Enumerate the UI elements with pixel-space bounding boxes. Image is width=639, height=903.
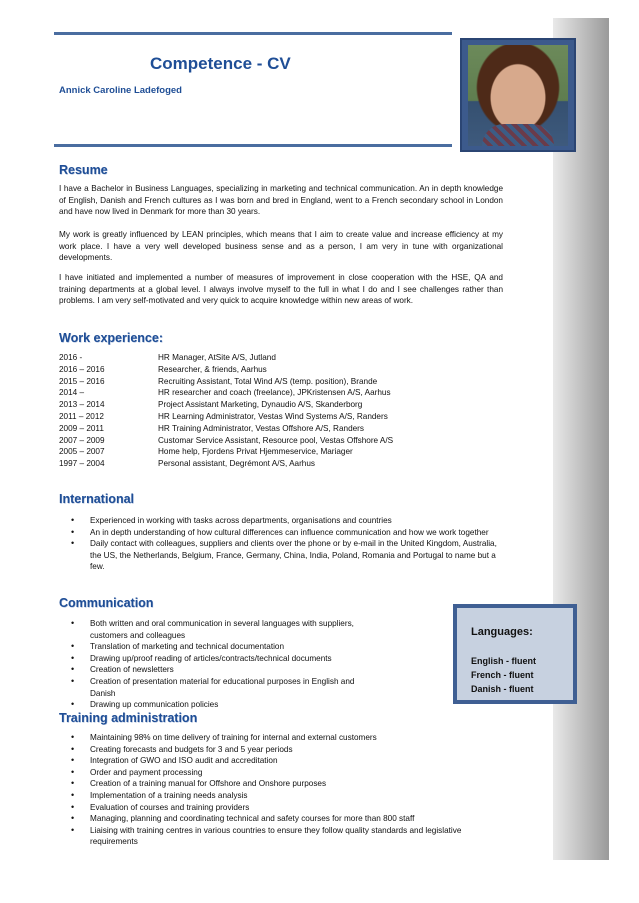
- language-item: French - fluent: [471, 670, 534, 680]
- top-divider: [54, 32, 452, 35]
- work-row: [59, 435, 393, 447]
- work-row: [59, 364, 393, 376]
- list-item: • An in depth understanding of how cultural differences can influence communication and how we work together: [59, 527, 509, 539]
- languages-heading: Languages:: [471, 626, 533, 638]
- list-item: • Managing, planning and coordinating technical and safety courses for more than 800 staff: [59, 813, 499, 825]
- work-role: Project Assistant Marketing, Dynaudio A/S, Skanderborg: [158, 400, 363, 410]
- language-item: Danish - fluent: [471, 684, 534, 694]
- resume-paragraph-3: I have initiated and implemented a number of measures of improvement in close cooperation with the HSE, QA and training departments at a global level. I always involve myself to the full in what I do and I see challenges rather than problems. I am very self-motivated and very quick to acquire knowledge within new areas of work.: [59, 273, 503, 305]
- work-role: HR Learning Administrator, Vestas Wind Systems A/S, Randers: [158, 411, 388, 421]
- work-row: [59, 387, 393, 399]
- work-period: 2007 – 2009: [59, 435, 105, 445]
- profile-photo: [468, 45, 568, 146]
- work-experience-list: [59, 352, 393, 470]
- list-item: • Evaluation of courses and training providers: [59, 802, 499, 814]
- list-item: • Drawing up/proof reading of articles/contracts/technical documents: [59, 653, 379, 665]
- communication-heading: Communication: [59, 596, 154, 610]
- list-item: • Creation of a training manual for Offshore and Onshore purposes: [59, 778, 499, 790]
- list-item: • Daily contact with colleagues, suppliers and clients over the phone or by e-mail in the United Kingdom, Australia, the US, the Netherlands, Belgium, France, Germany, China, India, Poland, Romania and Portugal to name but a few.: [59, 538, 509, 573]
- list-item: • Creating forecasts and budgets for 3 and 5 year periods: [59, 744, 499, 756]
- work-row: [59, 458, 393, 470]
- work-row: [59, 376, 393, 388]
- international-list: [59, 515, 509, 573]
- resume-paragraph-2: My work is greatly influenced by LEAN principles, which means that I aim to create value and increase efficiency at my work place. I have a very well developed business sense and as a person, I am very in tune with organizational developments.: [59, 230, 503, 262]
- list-item: • Experienced in working with tasks across departments, organisations and countries: [59, 515, 509, 527]
- list-item: • Implementation of a training needs analysis: [59, 790, 499, 802]
- list-item: • Creation of presentation material for educational purposes in English and Danish: [59, 676, 379, 699]
- list-item: • Order and payment processing: [59, 767, 499, 779]
- work-period: 2005 – 2007: [59, 447, 105, 457]
- list-item: • Liaising with training centres in various countries to ensure they follow quality standards and legislative requirements: [59, 825, 499, 848]
- work-row: [59, 446, 393, 458]
- work-role: Recruiting Assistant, Total Wind A/S (temp. position), Brande: [158, 376, 378, 386]
- work-period: 2016 – 2016: [59, 364, 105, 374]
- list-item: • Both written and oral communication in several languages with suppliers, customers and colleagues: [59, 618, 379, 641]
- work-role: Home help, Fjordens Privat Hjemmeservice, Mariager: [158, 447, 353, 457]
- work-row: [59, 352, 393, 364]
- work-row: [59, 399, 393, 411]
- work-row: [59, 423, 393, 435]
- language-item: English - fluent: [471, 656, 536, 666]
- work-role: Researcher, & friends, Aarhus: [158, 364, 267, 374]
- list-item: • Integration of GWO and ISO audit and accreditation: [59, 755, 499, 767]
- profile-photo-frame: [460, 38, 576, 152]
- header-divider: [54, 144, 452, 147]
- work-row: [59, 411, 393, 423]
- work-role: Personal assistant, Degrémont A/S, Aarhus: [158, 459, 316, 469]
- work-period: 2016 -: [59, 353, 83, 362]
- work-period: 1997 – 2004: [59, 459, 105, 469]
- languages-box: [453, 604, 577, 704]
- work-period: 2015 – 2016: [59, 376, 105, 386]
- resume-paragraph-1: I have a Bachelor in Business Languages, specializing in marketing and technical communication. An in depth knowledge of English, Danish and French cultures as I was born and bred in England, went to a French secondary school in London and have now lived in Denmark for more than 30 years.: [59, 184, 503, 216]
- work-role: HR researcher and coach (freelance), JPKristensen A/S, Aarhus: [158, 388, 391, 398]
- work-period: 2009 – 2011: [59, 423, 104, 433]
- work-role: HR Training Administrator, Vestas Offshore A/S, Randers: [158, 423, 364, 433]
- work-role: HR Manager, AtSite A/S, Jutland: [158, 353, 276, 362]
- work-period: 2013 – 2014: [59, 400, 105, 410]
- resume-heading: Resume: [59, 163, 108, 177]
- work-period: 2011 – 2012: [59, 411, 104, 421]
- training-list: [59, 732, 499, 848]
- list-item: • Translation of marketing and technical documentation: [59, 641, 379, 653]
- work-experience-heading: Work experience:: [59, 331, 163, 345]
- person-name: Annick Caroline Ladefoged: [59, 85, 182, 96]
- communication-list: [59, 618, 379, 711]
- training-heading: Training administration: [59, 711, 198, 725]
- document-title: Competence - CV: [150, 54, 291, 73]
- work-role: Customar Service Assistant, Resource pool, Vestas Offshore A/S: [158, 435, 394, 445]
- list-item: • Maintaining 98% on time delivery of training for internal and external customers: [59, 732, 499, 744]
- international-heading: International: [59, 492, 135, 506]
- photo-shirt-detail: [482, 124, 554, 146]
- list-item: • Creation of newsletters: [59, 664, 379, 676]
- work-period: 2014 –: [59, 388, 85, 398]
- list-item: • Drawing up communication policies: [59, 699, 379, 711]
